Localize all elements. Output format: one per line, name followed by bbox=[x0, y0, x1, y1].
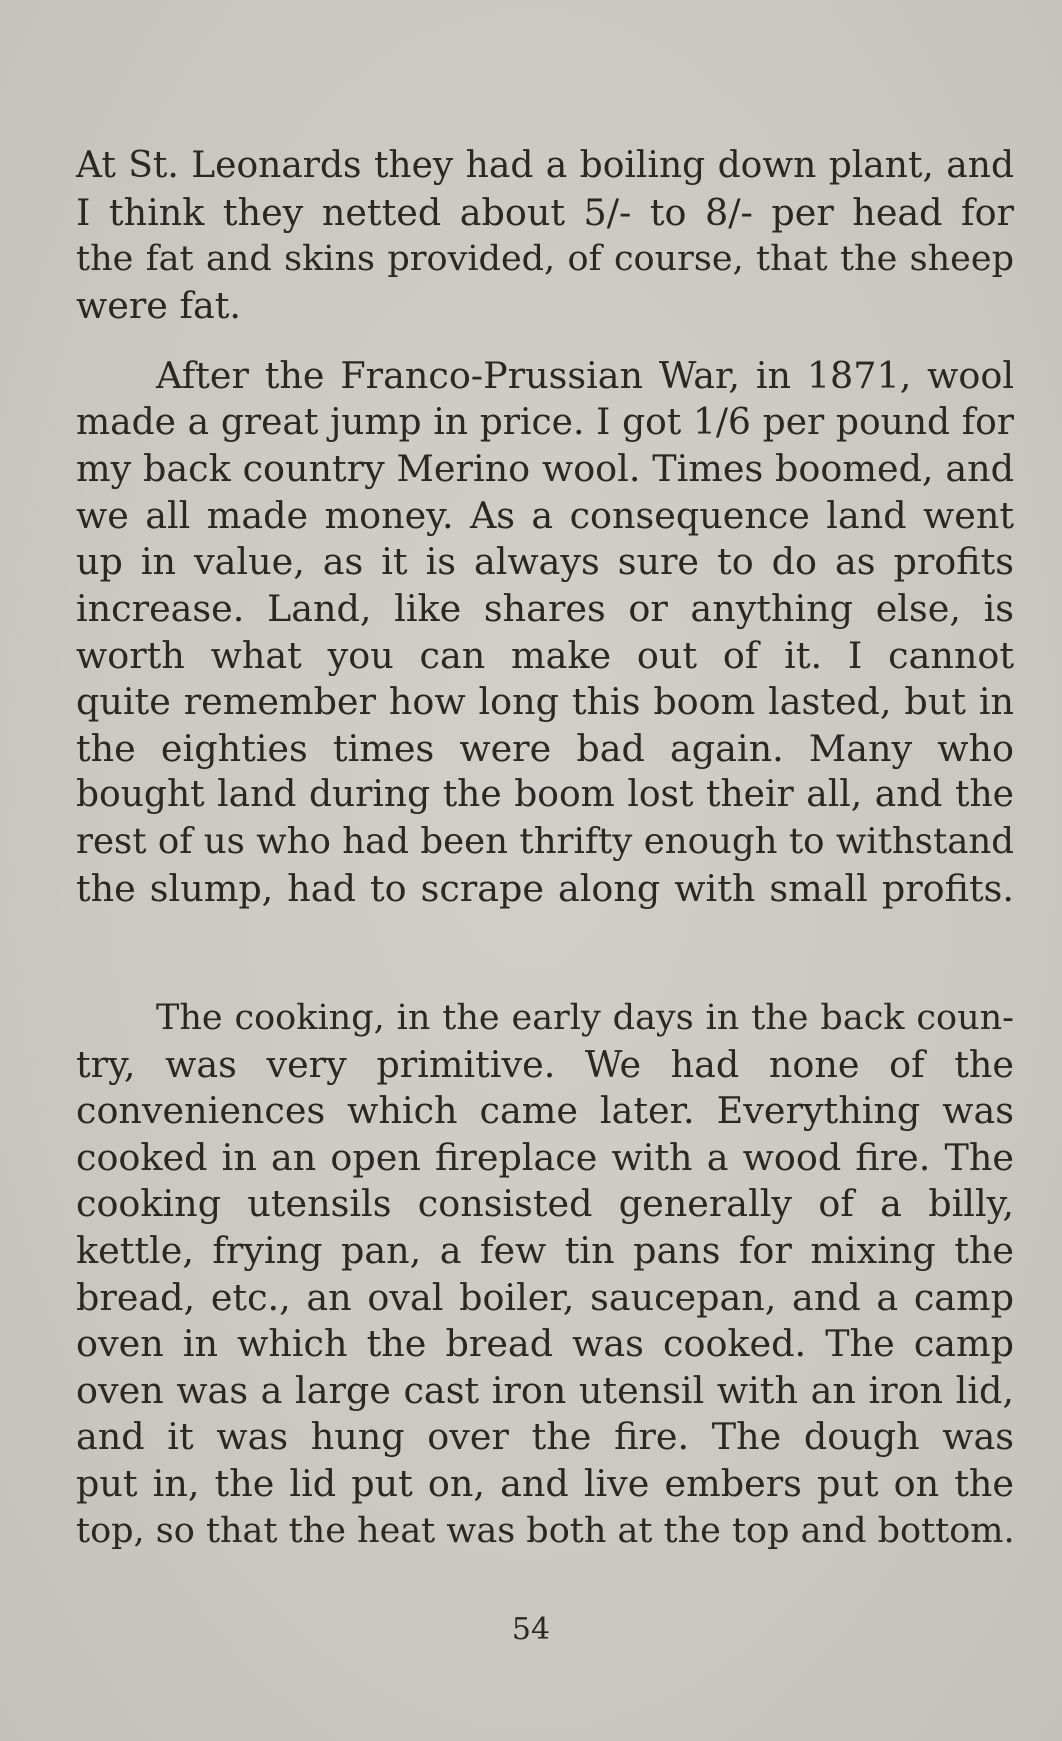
text-line: and it was hung over the fire. The dough was bbox=[76, 1415, 1014, 1459]
text-line: oven in which the bread was cooked. The camp bbox=[76, 1322, 1014, 1366]
text-line: up in value, as it is always sure to do as profits bbox=[76, 540, 1014, 584]
text-line: kettle, frying pan, a few tin pans for mixing the bbox=[76, 1228, 1014, 1272]
text-line: made a great jump in price. I got 1/6 per pound for bbox=[76, 401, 1014, 443]
text-line: we all made money. As a consequence land went bbox=[76, 493, 1014, 537]
text-line: the slump, had to scrape along with small profits. bbox=[76, 866, 1014, 910]
text-line: increase. Land, like shares or anything else, is bbox=[76, 586, 1014, 630]
paragraph-3 bbox=[76, 995, 1014, 1554]
text-line: bread, etc., an oval boiler, saucepan, and a camp bbox=[76, 1275, 1014, 1319]
text-line: cooking utensils consisted generally of a billy, bbox=[76, 1182, 1014, 1226]
text-line: try, was very primitive. We had none of the bbox=[76, 1042, 1014, 1086]
text-line: the fat and skins provided, of course, that the sheep bbox=[76, 239, 1014, 280]
text-line: conveniences which came later. Everything was bbox=[76, 1089, 1014, 1133]
text-line: After the Franco-Prussian War, in 1871, wool bbox=[156, 354, 1014, 397]
paragraph-2 bbox=[76, 353, 1014, 912]
text-line: the eighties times were bad again. Many who bbox=[76, 726, 1014, 770]
paragraph-1 bbox=[76, 143, 1014, 329]
text-line: quite remember how long this boom lasted, but in bbox=[76, 680, 1014, 724]
text-line: bought land during the boom lost their all, and the bbox=[76, 774, 1014, 816]
text-line: top, so that the heat was both at the top and bottom. bbox=[76, 1510, 1015, 1551]
text-line: At St. Leonards they had a boiling down plant, and bbox=[76, 145, 1014, 186]
text-line: cooked in an open fireplace with a wood fire. The bbox=[76, 1135, 1014, 1179]
text-line: were fat. bbox=[76, 283, 242, 327]
text-line: worth what you can make out of it. I cannot bbox=[76, 633, 1014, 677]
text-line: I think they netted about 5/- to 8/- per head for bbox=[76, 190, 1014, 234]
page-number: 54 bbox=[511, 1612, 551, 1647]
text-line: oven was a large cast iron utensil with an iron lid, bbox=[76, 1368, 1014, 1412]
text-line: rest of us who had been thrifty enough to withstand bbox=[76, 820, 1014, 862]
text-line: put in, the lid put on, and live embers put on the bbox=[76, 1461, 1014, 1505]
text-line: The cooking, in the early days in the back coun- bbox=[156, 998, 1014, 1038]
text-line: my back country Merino wool. Times boomed, and bbox=[76, 447, 1014, 491]
